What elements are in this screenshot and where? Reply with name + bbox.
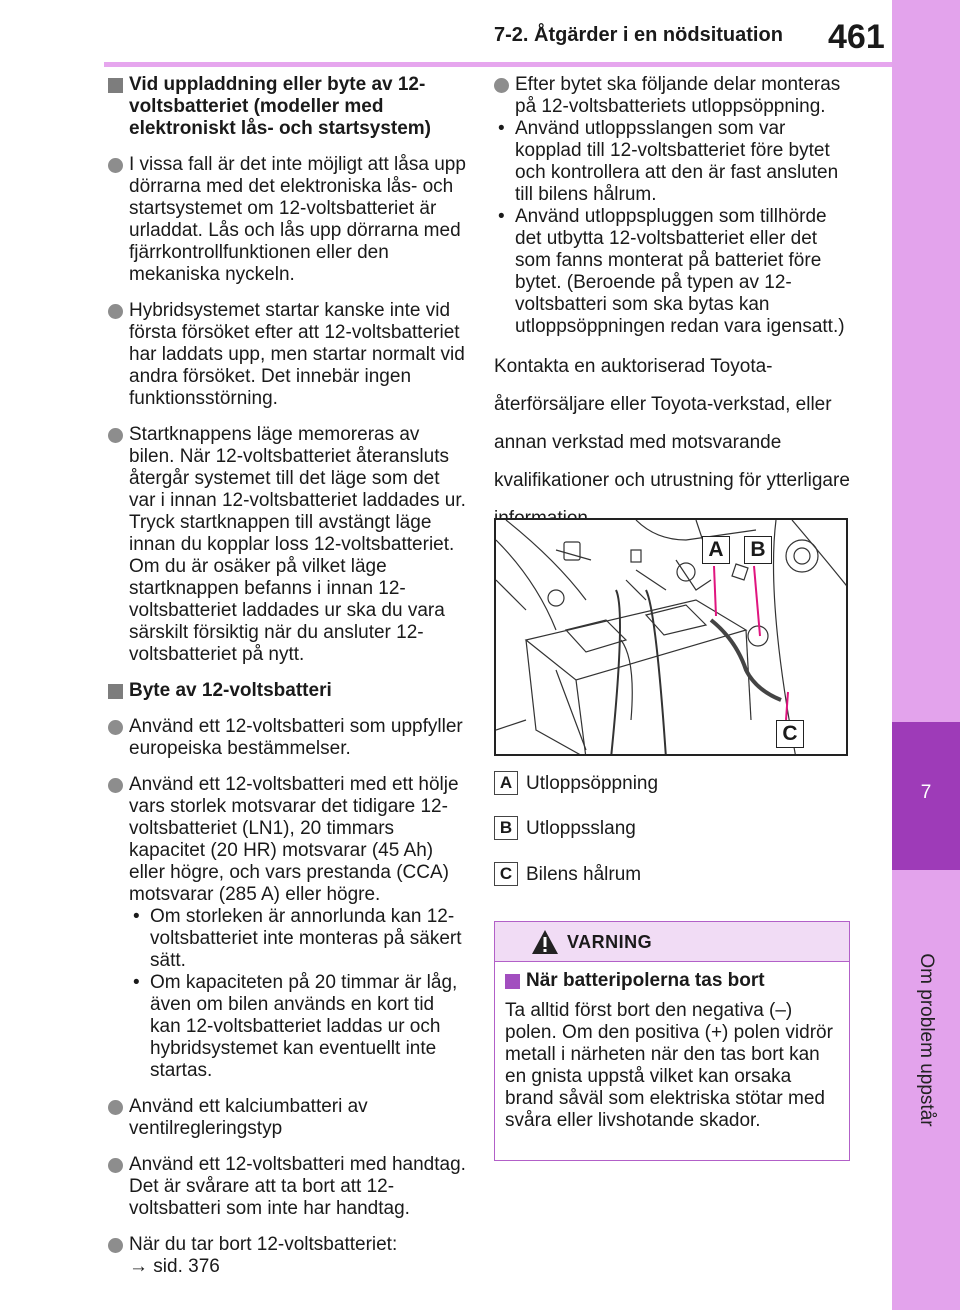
circle-bullet-icon	[108, 158, 123, 173]
header-divider	[104, 62, 892, 67]
warning-header	[495, 922, 849, 962]
callout-c: C	[776, 720, 804, 748]
arrow-right-icon: →	[129, 1256, 148, 1277]
list-item: Startknappens läge memoreras av bilen. När 12-voltsbatteriet återansluts återgår systemet till det läge som det var i innan 12-voltsbatteriet laddades ur. Tryck startknappen till avstängt läge innan du kopplar loss 12-voltsbatteriet. Om du är osäker på vilket läge startknappen befanns i innan 12-voltsbatteriet laddades ur ska du vara särskilt försiktig när du ansluter 12-voltsbatteriet på nytt.	[108, 424, 468, 666]
list-item: I vissa fall är det inte möjligt att låsa upp dörrarna med det elektroniska lås- och startsystemet om 12-voltsbatteriet är urladdat. Lås och lås upp dörrarna med fjärrkontrollfunktionen eller den mekaniska nyckeln.	[108, 154, 468, 286]
list-item: Använd ett 12-voltsbatteri med handtag. Det är svårare att ta bort att 12-voltsbatteri som inte har handtag.	[108, 1154, 468, 1220]
chapter-number: 7	[920, 782, 932, 803]
legend-label: Utloppsslang	[526, 818, 636, 839]
contact-paragraph: Kontakta en auktoriserad Toyota-återförsäljare eller Toyota-verkstad, eller annan verkstad med motsvarande kvalifikationer och utrustning för ytterligare	[494, 356, 850, 491]
dot-bullet-icon: •	[133, 906, 140, 927]
list-item: När du tar bort 12-voltsbatteriet: → sid. 376	[108, 1234, 468, 1278]
sub-item-row: • Använd utloppspluggen som tillhörde det utbytta 12-voltsbatteriet eller det som fanns monterat på batteriet före bytet. (Beroende på typen av 12-voltsbatteri som ska bytas kan utloppsöppningen redan vara igensatt.)	[498, 206, 845, 337]
sub-item-row: • Använd utloppsslangen som var kopplad till 12-voltsbatteriet före bytet och kontrollera att den är fast ansluten till bilens hålrum.	[498, 118, 839, 205]
circle-bullet-icon	[108, 720, 123, 735]
sub-item	[108, 906, 468, 1082]
section-heading: Byte av 12-voltsbatteri	[108, 680, 468, 702]
list-item: Använd ett 12-voltsbatteri med ett hölje vars storlek motsvarar det tidigare 12-voltsbatteriet (LN1), 20 timmars kapacitet (20 HR) motsvarar (45 Ah) eller högre, och vars prestanda (CCA) motsvarar (285 A) eller högre. • Om storleken är annorlunda kan 12-voltsbatteriet inte monteras på säkert sätt. • Om kapaciteten på 20 timmar är låg, även om bilen används en kort tid kan 12-voltsbatteriet laddas ur och hybridsystemet kan eventuellt inte startas.	[108, 774, 468, 1082]
page-reference[interactable]	[108, 1256, 468, 1278]
circle-bullet-icon	[108, 1238, 123, 1253]
sub-item-row: • Om kapaciteten på 20 timmar är låg, även om bilen används en kort tid kan 12-voltsbatteriet laddas ur och hybridsystemet kan eventuellt inte startas.	[133, 972, 458, 1081]
section-title: 7-2. Åtgärder i en nödsituation	[494, 24, 783, 46]
dot-bullet-icon: •	[133, 972, 140, 993]
circle-bullet-icon	[108, 1158, 123, 1173]
sub-item-row: • Om storleken är annorlunda kan 12-voltsbatteriet inte monteras på säkert sätt.	[133, 906, 462, 971]
circle-bullet-icon	[108, 304, 123, 319]
warning-title: VARNING	[567, 932, 653, 952]
legend-key-a: A	[494, 771, 518, 795]
warning-box	[494, 921, 850, 1161]
legend-key-b: B	[494, 816, 518, 840]
callout-a: A	[702, 536, 730, 564]
legend-label: Bilens hålrum	[526, 864, 642, 885]
left-column	[108, 74, 468, 1292]
circle-bullet-icon	[108, 778, 123, 793]
list-item: Efter bytet ska följande delar monteras på 12-voltsbatteriets utloppsöppning. • Använd utloppsslangen som var kopplad till 12-voltsbatteriet före bytet och kontrollera att den är fast ansluten till bilens hålrum. • Använd utloppspluggen som tillhörde det utbytta 12-voltsbatteriet eller det som fanns monterat på batteriet före bytet. (Beroende på typen av 12-voltsbatteri som ska bytas kan utloppsöppningen redan vara igensatt.)	[494, 74, 856, 338]
circle-bullet-icon	[494, 78, 509, 93]
section-heading: Vid uppladdning eller byte av 12-voltsbatteriet (modeller med elektroniskt lås- och startsystem)	[108, 74, 468, 140]
square-bullet-icon	[505, 974, 520, 989]
list-item: Hybridsystemet startar kanske inte vid första försöket efter att 12-voltsbatteriet har laddats upp, men startar normalt vid andra försöket. Det innebär ingen funktionsstörning.	[108, 300, 468, 410]
circle-bullet-icon	[108, 428, 123, 443]
legend-label: Utloppsöppning	[526, 773, 659, 794]
chapter-label: Om problem uppstår	[916, 953, 937, 1127]
callout-b: B	[744, 536, 772, 564]
list-item: Använd ett kalciumbatteri av ventilregleringstyp	[108, 1096, 468, 1140]
list-item: Använd ett 12-voltsbatteri som uppfyller europeiska bestämmelser.	[108, 716, 468, 760]
warning-triangle-icon	[531, 929, 559, 955]
page-reference-link[interactable]: sid. 376	[153, 1256, 220, 1277]
legend-key-c: C	[494, 862, 518, 886]
square-bullet-icon	[108, 684, 123, 699]
square-bullet-icon	[108, 78, 123, 93]
battery-illustration	[494, 518, 848, 756]
page-number: 461	[828, 18, 885, 56]
dot-bullet-icon: •	[498, 206, 505, 227]
right-column	[494, 74, 856, 538]
warning-body	[495, 962, 849, 1132]
dot-bullet-icon: •	[498, 118, 505, 139]
warning-text: Ta alltid först bort den negativa (–) polen. Om den positiva (+) polen vidrör metall i närheten när den tas bort kan en gnista uppstå vilket kan orsaka brand såväl som elektriska stötar med svåra eller livshotande skador.	[505, 1000, 833, 1131]
circle-bullet-icon	[108, 1100, 123, 1115]
warning-subheading: När batteripolerna tas bort	[505, 970, 839, 992]
